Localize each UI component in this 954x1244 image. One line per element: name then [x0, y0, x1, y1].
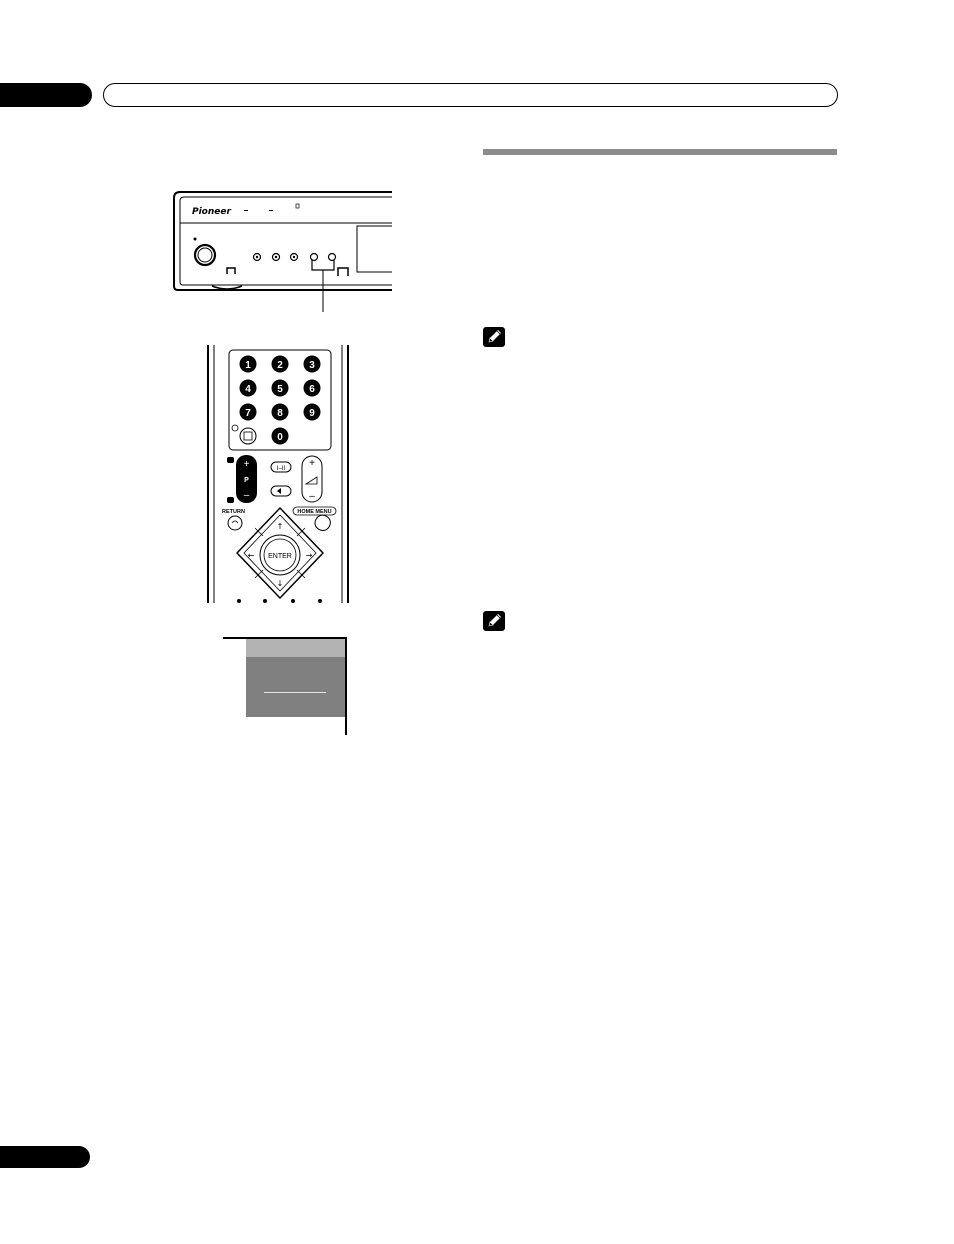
- number-key-6: 6: [309, 384, 315, 395]
- number-key-8: 8: [277, 408, 283, 419]
- volume-minus-label: –: [309, 491, 315, 502]
- osd-screen-illustration: [246, 639, 345, 717]
- number-key-9: 9: [309, 408, 315, 419]
- left-arrow-icon: ←: [247, 551, 255, 560]
- remote-control-illustration: [205, 345, 355, 603]
- number-key-5: 5: [277, 384, 283, 395]
- number-key-7: 7: [245, 408, 251, 419]
- return-label: RETURN: [222, 509, 245, 515]
- volume-plus-label: +: [309, 458, 315, 469]
- section-heading-rule: [483, 149, 837, 155]
- number-key-3: 3: [309, 360, 315, 371]
- page-number-tab: [0, 1146, 90, 1168]
- player-front-panel-illustration: [172, 190, 392, 300]
- channel-plus-label: +: [243, 459, 250, 470]
- audio-label: I–II: [276, 466, 286, 472]
- osd-title-bar: [246, 639, 345, 657]
- right-arrow-icon: →: [305, 551, 313, 560]
- osd-input-underline: [264, 692, 326, 693]
- note-pencil-icon: [483, 327, 505, 347]
- note-pencil-icon: [483, 611, 505, 631]
- number-key-2: 2: [277, 360, 283, 371]
- up-arrow-icon: ↑: [276, 522, 284, 531]
- number-key-0: 0: [277, 432, 283, 443]
- osd-callout-line: [345, 637, 347, 735]
- brand-logo-text: Pioneer: [192, 207, 231, 217]
- mute-icon: [277, 488, 281, 494]
- chapter-tab: [0, 83, 92, 107]
- number-key-1: 1: [245, 360, 251, 371]
- home-menu-label: HOME MENU: [297, 509, 332, 515]
- number-key-4: 4: [245, 384, 251, 395]
- running-header: [103, 83, 838, 107]
- return-icon: [232, 521, 238, 523]
- player-drawing: [172, 190, 392, 315]
- remote-drawing: [205, 345, 355, 603]
- channel-label: P: [244, 477, 249, 484]
- down-arrow-icon: ↓: [276, 579, 284, 588]
- channel-minus-label: –: [243, 490, 250, 501]
- volume-icon: [306, 477, 317, 484]
- enter-label: ENTER: [268, 553, 292, 560]
